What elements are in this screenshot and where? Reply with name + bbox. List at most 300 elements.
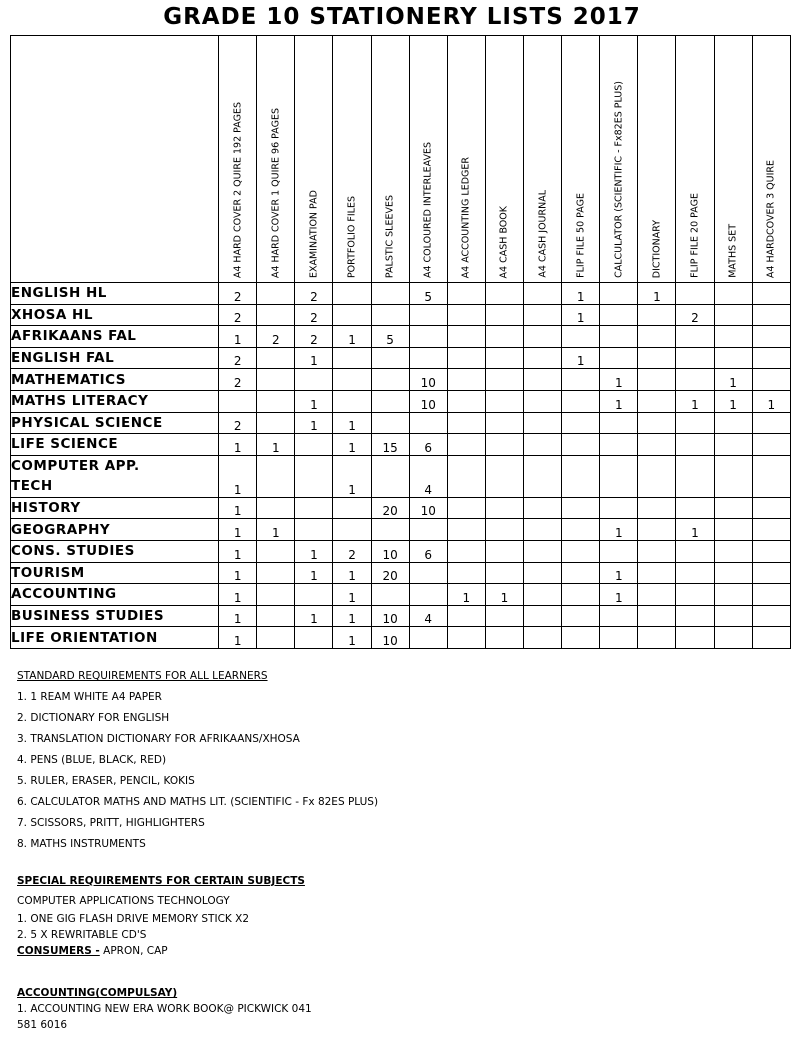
quantity-cell: 1 — [219, 455, 257, 497]
quantity-cell — [676, 584, 714, 606]
quantity-cell — [562, 390, 600, 412]
quantity-cell — [409, 347, 447, 369]
quantity-cell: 10 — [409, 369, 447, 391]
special-subheading: COMPUTER APPLICATIONS TECHNOLOGY — [17, 895, 230, 907]
quantity-cell — [219, 390, 257, 412]
quantity-cell — [333, 304, 371, 326]
quantity-cell — [600, 326, 638, 348]
quantity-cell — [371, 390, 409, 412]
quantity-cell — [676, 455, 714, 497]
quantity-cell — [752, 627, 790, 649]
column-header: PORTFOLIO FILES — [333, 36, 371, 283]
quantity-cell: 2 — [219, 412, 257, 434]
table-row — [11, 627, 791, 649]
standard-item: 1. 1 REAM WHITE A4 PAPER — [17, 691, 162, 703]
special-item: 2. 5 X REWRITABLE CD'S — [17, 929, 147, 941]
quantity-cell — [600, 304, 638, 326]
quantity-cell: 1 — [333, 605, 371, 627]
subject-name-line: TECH — [11, 478, 53, 495]
table-row — [11, 562, 791, 584]
quantity-cell: 1 — [676, 390, 714, 412]
quantity-cell — [752, 347, 790, 369]
quantity-cell — [638, 497, 676, 519]
quantity-cell: 1 — [333, 627, 371, 649]
quantity-cell — [333, 497, 371, 519]
quantity-cell: 1 — [219, 605, 257, 627]
quantity-cell: 5 — [409, 283, 447, 305]
quantity-cell: 1 — [447, 584, 485, 606]
quantity-cell — [676, 347, 714, 369]
quantity-cell — [638, 304, 676, 326]
quantity-cell — [371, 412, 409, 434]
quantity-cell — [295, 497, 333, 519]
quantity-cell: 10 — [371, 540, 409, 562]
column-header: CALCULATOR (SCIENTIFIC - Fx82ES PLUS) — [600, 36, 638, 283]
table-row — [11, 369, 791, 391]
quantity-cell: 1 — [752, 390, 790, 412]
quantity-cell — [524, 519, 562, 541]
quantity-cell — [638, 584, 676, 606]
quantity-cell: 1 — [562, 347, 600, 369]
table-row — [11, 390, 791, 412]
quantity-cell: 1 — [333, 455, 371, 497]
special-requirements — [17, 873, 305, 959]
quantity-cell: 1 — [295, 540, 333, 562]
quantity-cell: 2 — [295, 283, 333, 305]
quantity-cell — [638, 519, 676, 541]
quantity-cell — [371, 519, 409, 541]
quantity-cell: 20 — [371, 562, 409, 584]
quantity-cell — [752, 283, 790, 305]
quantity-cell — [714, 326, 752, 348]
quantity-cell: 1 — [333, 584, 371, 606]
quantity-cell: 1 — [295, 390, 333, 412]
standard-heading: STANDARD REQUIREMENTS FOR ALL LEARNERS — [17, 670, 268, 682]
quantity-cell — [562, 434, 600, 456]
quantity-cell — [371, 584, 409, 606]
quantity-cell — [638, 369, 676, 391]
quantity-cell — [409, 519, 447, 541]
quantity-cell — [600, 605, 638, 627]
quantity-cell — [333, 369, 371, 391]
quantity-cell — [371, 455, 409, 497]
quantity-cell — [485, 369, 523, 391]
quantity-cell — [257, 627, 295, 649]
quantity-cell — [447, 412, 485, 434]
quantity-cell — [562, 497, 600, 519]
quantity-cell — [600, 455, 638, 497]
quantity-cell — [295, 627, 333, 649]
quantity-cell — [257, 369, 295, 391]
quantity-cell: 1 — [257, 519, 295, 541]
subject-name: TOURISM — [11, 562, 219, 584]
quantity-cell — [676, 326, 714, 348]
quantity-cell: 1 — [219, 540, 257, 562]
quantity-cell — [714, 304, 752, 326]
quantity-cell — [714, 519, 752, 541]
quantity-cell — [714, 605, 752, 627]
quantity-cell: 10 — [371, 605, 409, 627]
table-row — [11, 304, 791, 326]
column-header: FLIP FILE 20 PAGE — [676, 36, 714, 283]
quantity-cell — [447, 497, 485, 519]
quantity-cell: 2 — [295, 326, 333, 348]
subject-name: MATHEMATICS — [11, 369, 219, 391]
quantity-cell — [752, 455, 790, 497]
quantity-cell — [638, 390, 676, 412]
table-row — [11, 540, 791, 562]
quantity-cell — [524, 584, 562, 606]
quantity-cell — [333, 519, 371, 541]
quantity-cell: 1 — [333, 412, 371, 434]
quantity-cell — [257, 455, 295, 497]
quantity-cell: 1 — [295, 347, 333, 369]
accounting-line: 1. ACCOUNTING NEW ERA WORK BOOK@ PICKWICK 041 — [17, 1003, 312, 1015]
standard-item: 8. MATHS INSTRUMENTS — [17, 838, 146, 850]
quantity-cell — [600, 412, 638, 434]
quantity-cell — [485, 455, 523, 497]
quantity-cell: 1 — [600, 562, 638, 584]
subject-name: PHYSICAL SCIENCE — [11, 412, 219, 434]
standard-item: 3. TRANSLATION DICTIONARY FOR AFRIKAANS/XHOSA — [17, 733, 300, 745]
quantity-cell: 1 — [638, 283, 676, 305]
quantity-cell: 2 — [295, 304, 333, 326]
quantity-cell — [447, 347, 485, 369]
quantity-cell: 15 — [371, 434, 409, 456]
quantity-cell — [333, 390, 371, 412]
quantity-cell — [524, 497, 562, 519]
subject-name: ENGLISH HL — [11, 283, 219, 305]
quantity-cell — [295, 584, 333, 606]
quantity-cell — [638, 455, 676, 497]
subject-name: GEOGRAPHY — [11, 519, 219, 541]
table-row — [11, 283, 791, 305]
quantity-cell: 6 — [409, 434, 447, 456]
quantity-cell — [524, 562, 562, 584]
quantity-cell — [752, 540, 790, 562]
quantity-cell: 2 — [257, 326, 295, 348]
quantity-cell — [524, 369, 562, 391]
quantity-cell: 1 — [219, 497, 257, 519]
table-row — [11, 497, 791, 519]
quantity-cell: 20 — [371, 497, 409, 519]
quantity-cell — [752, 497, 790, 519]
quantity-cell — [333, 283, 371, 305]
quantity-cell — [752, 562, 790, 584]
table-row — [11, 455, 791, 497]
quantity-cell — [409, 304, 447, 326]
quantity-cell — [676, 605, 714, 627]
quantity-cell: 1 — [219, 434, 257, 456]
quantity-cell — [447, 627, 485, 649]
table-body — [11, 283, 791, 649]
quantity-cell: 2 — [219, 283, 257, 305]
quantity-cell: 2 — [333, 540, 371, 562]
quantity-cell: 1 — [600, 390, 638, 412]
quantity-cell: 10 — [409, 390, 447, 412]
quantity-cell — [752, 605, 790, 627]
subject-name: LIFE ORIENTATION — [11, 627, 219, 649]
quantity-cell: 1 — [714, 369, 752, 391]
quantity-cell — [524, 605, 562, 627]
quantity-cell: 5 — [371, 326, 409, 348]
quantity-cell — [257, 412, 295, 434]
column-header: EXAMINATION PAD — [295, 36, 333, 283]
quantity-cell — [485, 412, 523, 434]
consumers-value: APRON, CAP — [99, 945, 168, 957]
quantity-cell — [524, 412, 562, 434]
quantity-cell — [485, 627, 523, 649]
table-row — [11, 434, 791, 456]
quantity-cell — [524, 434, 562, 456]
quantity-cell — [485, 347, 523, 369]
quantity-cell: 1 — [562, 283, 600, 305]
standard-requirements — [17, 666, 378, 855]
quantity-cell — [524, 627, 562, 649]
quantity-cell: 10 — [409, 497, 447, 519]
subject-name: HISTORY — [11, 497, 219, 519]
quantity-cell — [485, 497, 523, 519]
quantity-cell — [447, 434, 485, 456]
quantity-cell — [676, 434, 714, 456]
quantity-cell: 10 — [371, 627, 409, 649]
page-title: GRADE 10 STATIONERY LISTS 2017 — [163, 4, 641, 30]
quantity-cell — [600, 434, 638, 456]
consumers-label: CONSUMERS - — [17, 945, 100, 957]
quantity-cell: 1 — [219, 562, 257, 584]
accounting-requirements — [17, 985, 312, 1033]
quantity-cell — [562, 412, 600, 434]
quantity-cell — [714, 584, 752, 606]
quantity-cell — [409, 627, 447, 649]
subject-name: XHOSA HL — [11, 304, 219, 326]
quantity-cell — [714, 540, 752, 562]
quantity-cell — [447, 304, 485, 326]
quantity-cell: 1 — [485, 584, 523, 606]
quantity-cell — [257, 304, 295, 326]
quantity-cell — [562, 369, 600, 391]
quantity-cell: 2 — [219, 304, 257, 326]
quantity-cell — [333, 347, 371, 369]
quantity-cell — [676, 369, 714, 391]
quantity-cell — [714, 562, 752, 584]
quantity-cell: 1 — [295, 562, 333, 584]
quantity-cell — [752, 304, 790, 326]
quantity-cell — [562, 519, 600, 541]
column-header: A4 HARD COVER 2 QUIRE 192 PAGES — [219, 36, 257, 283]
quantity-cell — [371, 369, 409, 391]
column-header: A4 CASH BOOK — [485, 36, 523, 283]
quantity-cell — [600, 497, 638, 519]
header-row — [11, 36, 791, 283]
quantity-cell — [600, 540, 638, 562]
quantity-cell — [562, 326, 600, 348]
quantity-cell: 1 — [333, 562, 371, 584]
quantity-cell — [485, 283, 523, 305]
quantity-cell — [638, 347, 676, 369]
quantity-cell: 1 — [219, 627, 257, 649]
subject-name: CONS. STUDIES — [11, 540, 219, 562]
quantity-cell — [485, 434, 523, 456]
quantity-cell — [676, 283, 714, 305]
quantity-cell — [295, 455, 333, 497]
column-header: A4 COLOURED INTERLEAVES — [409, 36, 447, 283]
quantity-cell — [638, 605, 676, 627]
quantity-cell — [295, 369, 333, 391]
subject-name: ENGLISH FAL — [11, 347, 219, 369]
quantity-cell: 4 — [409, 605, 447, 627]
quantity-cell — [371, 283, 409, 305]
quantity-cell — [257, 390, 295, 412]
quantity-cell — [714, 455, 752, 497]
quantity-cell — [752, 584, 790, 606]
quantity-cell — [638, 540, 676, 562]
quantity-cell — [562, 455, 600, 497]
subject-name: ACCOUNTING — [11, 584, 219, 606]
quantity-cell — [714, 412, 752, 434]
quantity-cell — [447, 369, 485, 391]
quantity-cell — [638, 627, 676, 649]
quantity-cell — [524, 326, 562, 348]
quantity-cell — [524, 304, 562, 326]
quantity-cell — [524, 455, 562, 497]
quantity-cell — [638, 412, 676, 434]
quantity-cell — [600, 627, 638, 649]
quantity-cell — [485, 390, 523, 412]
quantity-cell: 4 — [409, 455, 447, 497]
quantity-cell: 1 — [333, 326, 371, 348]
quantity-cell — [562, 627, 600, 649]
column-header: DICTIONARY — [638, 36, 676, 283]
column-header: PALSTIC SLEEVES — [371, 36, 409, 283]
accounting-heading: ACCOUNTING(COMPULSAY) — [17, 987, 178, 999]
consumers-line — [17, 943, 305, 959]
column-header: A4 ACCOUNTING LEDGER — [447, 36, 485, 283]
quantity-cell: 1 — [219, 519, 257, 541]
quantity-cell — [257, 584, 295, 606]
quantity-cell: 1 — [562, 304, 600, 326]
quantity-cell: 2 — [219, 347, 257, 369]
standard-item: 5. RULER, ERASER, PENCIL, KOKIS — [17, 775, 195, 787]
quantity-cell — [485, 304, 523, 326]
standard-item: 6. CALCULATOR MATHS AND MATHS LIT. (SCIENTIFIC - Fx 82ES PLUS) — [17, 796, 379, 808]
quantity-cell — [409, 584, 447, 606]
quantity-cell — [600, 347, 638, 369]
quantity-cell — [409, 412, 447, 434]
quantity-cell — [638, 326, 676, 348]
quantity-cell: 1 — [600, 369, 638, 391]
quantity-cell: 1 — [333, 434, 371, 456]
quantity-cell — [752, 369, 790, 391]
subject-name: AFRIKAANS FAL — [11, 326, 219, 348]
subject-name: BUSINESS STUDIES — [11, 605, 219, 627]
quantity-cell — [447, 519, 485, 541]
quantity-cell — [524, 390, 562, 412]
quantity-cell — [562, 605, 600, 627]
quantity-cell — [752, 326, 790, 348]
quantity-cell — [524, 283, 562, 305]
column-header: A4 CASH JOURNAL — [524, 36, 562, 283]
quantity-cell — [485, 605, 523, 627]
quantity-cell — [447, 390, 485, 412]
table-row — [11, 584, 791, 606]
quantity-cell — [447, 562, 485, 584]
subject-name — [11, 455, 219, 497]
column-header: A4 HARDCOVER 3 QUIRE — [752, 36, 790, 283]
quantity-cell — [295, 519, 333, 541]
quantity-cell — [524, 540, 562, 562]
quantity-cell — [638, 434, 676, 456]
quantity-cell: 1 — [295, 412, 333, 434]
quantity-cell — [485, 562, 523, 584]
quantity-cell — [447, 283, 485, 305]
quantity-cell — [257, 347, 295, 369]
accounting-line: 581 6016 — [17, 1019, 68, 1031]
quantity-cell: 1 — [600, 584, 638, 606]
table-row — [11, 519, 791, 541]
quantity-cell: 1 — [219, 584, 257, 606]
special-item: 1. ONE GIG FLASH DRIVE MEMORY STICK X2 — [17, 913, 249, 925]
quantity-cell — [257, 497, 295, 519]
quantity-cell: 1 — [714, 390, 752, 412]
quantity-cell — [752, 412, 790, 434]
quantity-cell: 1 — [676, 519, 714, 541]
quantity-cell — [714, 347, 752, 369]
quantity-cell — [752, 434, 790, 456]
table-row — [11, 347, 791, 369]
subject-header-cell — [11, 36, 219, 283]
quantity-cell — [714, 434, 752, 456]
quantity-cell — [676, 412, 714, 434]
quantity-cell — [447, 605, 485, 627]
quantity-cell — [676, 540, 714, 562]
quantity-cell — [295, 434, 333, 456]
quantity-cell — [562, 584, 600, 606]
table-row — [11, 412, 791, 434]
subject-name-line: COMPUTER APP. — [11, 458, 140, 475]
quantity-cell — [485, 326, 523, 348]
quantity-cell — [714, 497, 752, 519]
quantity-cell: 2 — [219, 369, 257, 391]
quantity-cell — [409, 562, 447, 584]
quantity-cell — [562, 540, 600, 562]
table-row — [11, 326, 791, 348]
quantity-cell — [485, 519, 523, 541]
quantity-cell: 1 — [600, 519, 638, 541]
quantity-cell — [600, 283, 638, 305]
quantity-cell: 6 — [409, 540, 447, 562]
column-header: A4 HARD COVER 1 QUIRE 96 PAGES — [257, 36, 295, 283]
quantity-cell — [257, 540, 295, 562]
quantity-cell — [676, 497, 714, 519]
quantity-cell: 1 — [295, 605, 333, 627]
quantity-cell — [447, 455, 485, 497]
standard-item: 2. DICTIONARY FOR ENGLISH — [17, 712, 170, 724]
subject-name: LIFE SCIENCE — [11, 434, 219, 456]
quantity-cell: 1 — [219, 326, 257, 348]
quantity-cell — [524, 347, 562, 369]
quantity-cell — [257, 562, 295, 584]
quantity-cell: 1 — [257, 434, 295, 456]
quantity-cell — [257, 605, 295, 627]
subject-name: MATHS LITERACY — [11, 390, 219, 412]
standard-item: 4. PENS (BLUE, BLACK, RED) — [17, 754, 167, 766]
quantity-cell — [562, 562, 600, 584]
stationery-table — [10, 35, 791, 649]
table-row — [11, 605, 791, 627]
quantity-cell — [714, 627, 752, 649]
quantity-cell — [638, 562, 676, 584]
